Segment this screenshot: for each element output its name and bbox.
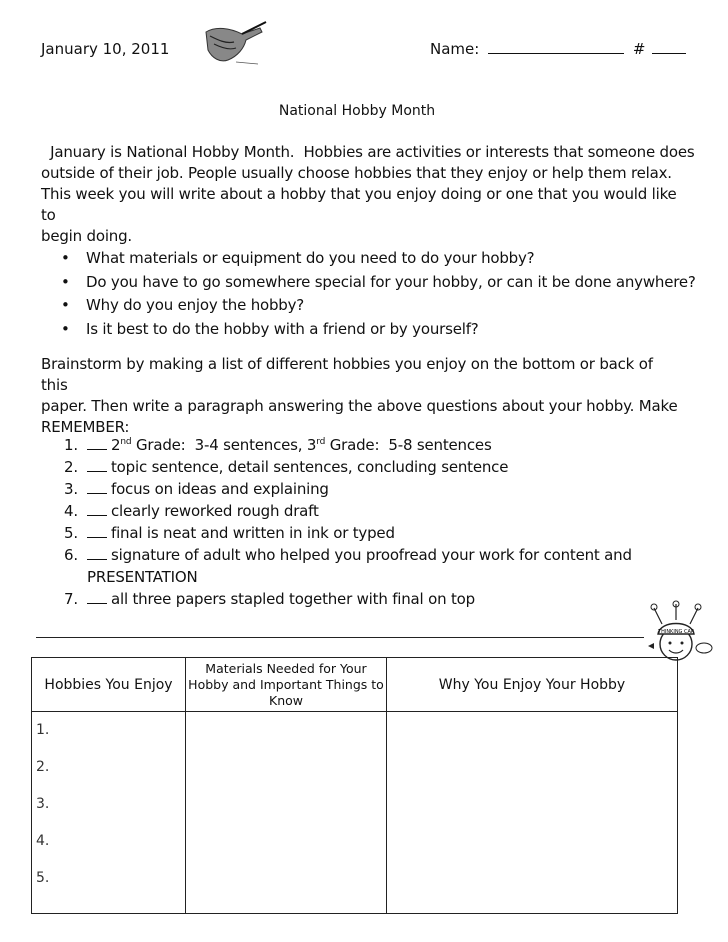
table-row [32,712,678,914]
checklist-text: focus on ideas and explaining [111,480,329,498]
checklist-item [64,478,684,500]
checklist-text: topic sentence, detail sentences, concluding sentence [111,458,509,476]
checklist-number: 2. [64,458,78,476]
question-item: • Is it best to do the hobby with a friend or by yourself? [61,318,701,342]
check-blank [87,459,107,472]
date-text: January 10, 2011 [41,40,170,58]
number-blank [652,41,686,54]
intro-paragraph [41,142,695,247]
checklist-number: 4. [64,502,78,520]
checklist-number: 3. [64,480,78,498]
page-title: National Hobby Month [278,103,436,119]
brainstorm-line: paper. Then write a paragraph answering the above questions about your hobby. Make [41,397,678,415]
checklist-text-continued: PRESENTATION [87,568,198,586]
intro-line: outside of their job. People usually choose hobbies that they enjoy or help them relax. [41,164,672,182]
row-number: 3. [36,796,50,812]
checklist-item [64,522,684,544]
name-blank [488,41,624,54]
name-label: Name: [430,40,480,58]
checklist-text: clearly reworked rough draft [111,502,319,520]
check-blank [87,525,107,538]
checklist-item [64,434,684,456]
hobbies-cell[interactable] [32,712,186,914]
checklist-number: 7. [64,590,78,608]
question-item: • Why do you enjoy the hobby? [61,294,701,318]
brainstorm-line: Brainstorm by making a list of different hobbies you enjoy on the bottom or back of this [41,355,653,394]
row-number: 2. [36,759,50,775]
column-header-hobbies: Hobbies You Enjoy [32,658,186,712]
divider-line [36,637,644,638]
question-list [61,247,701,341]
check-blank [87,437,107,450]
brainstorm-line: REMEMBER: [41,418,130,436]
checklist-number: 5. [64,524,78,542]
grade-two: 2 [111,436,121,454]
checklist-item [64,456,684,478]
grade-text-end: Grade: 5-8 sentences [325,436,492,454]
checklist-number: 6. [64,546,78,564]
question-item: • What materials or equipment do you need to do your hobby? [61,247,701,271]
brainstorm-paragraph [41,354,681,438]
check-blank [87,481,107,494]
check-blank [87,503,107,516]
question-item: • Do you have to go somewhere special for your hobby, or can it be done anywhere? [61,271,701,295]
checklist-number: 1. [64,436,78,454]
intro-line: This week you will write about a hobby that you enjoy doing or one that you would like to [41,185,677,224]
hobby-table [31,657,678,914]
why-cell[interactable] [387,712,678,914]
checklist-item [64,544,684,588]
row-number: 5. [36,870,50,886]
column-header-materials: Materials Needed for Your Hobby and Important Things to Know [186,658,387,712]
column-header-why: Why You Enjoy Your Hobby [387,658,678,712]
checklist-item [64,500,684,522]
grade-text: Grade: 3-4 sentences, 3 [131,436,317,454]
remember-checklist [64,434,684,610]
checklist-item [64,588,684,610]
check-blank [87,591,107,604]
thinking-cap-label: THINKING CAP [658,629,694,635]
check-blank [87,547,107,560]
intro-line: January is National Hobby Month. Hobbies are activities or interests that someone does [41,143,695,161]
intro-line: begin doing. [41,227,132,245]
checklist-text: final is neat and written in ink or typed [111,524,395,542]
superscript-rd: rd [316,437,326,447]
row-number: 4. [36,833,50,849]
name-field [430,40,686,58]
number-label: # [632,40,646,58]
checklist-text: all three papers stapled together with final on top [111,590,475,608]
hand-writing-illustration [200,18,270,68]
table-header-row [32,658,678,712]
superscript-nd: nd [120,437,132,447]
checklist-text: signature of adult who helped you proofread your work for content and [111,546,632,564]
materials-cell[interactable] [186,712,387,914]
row-number: 1. [36,722,50,738]
